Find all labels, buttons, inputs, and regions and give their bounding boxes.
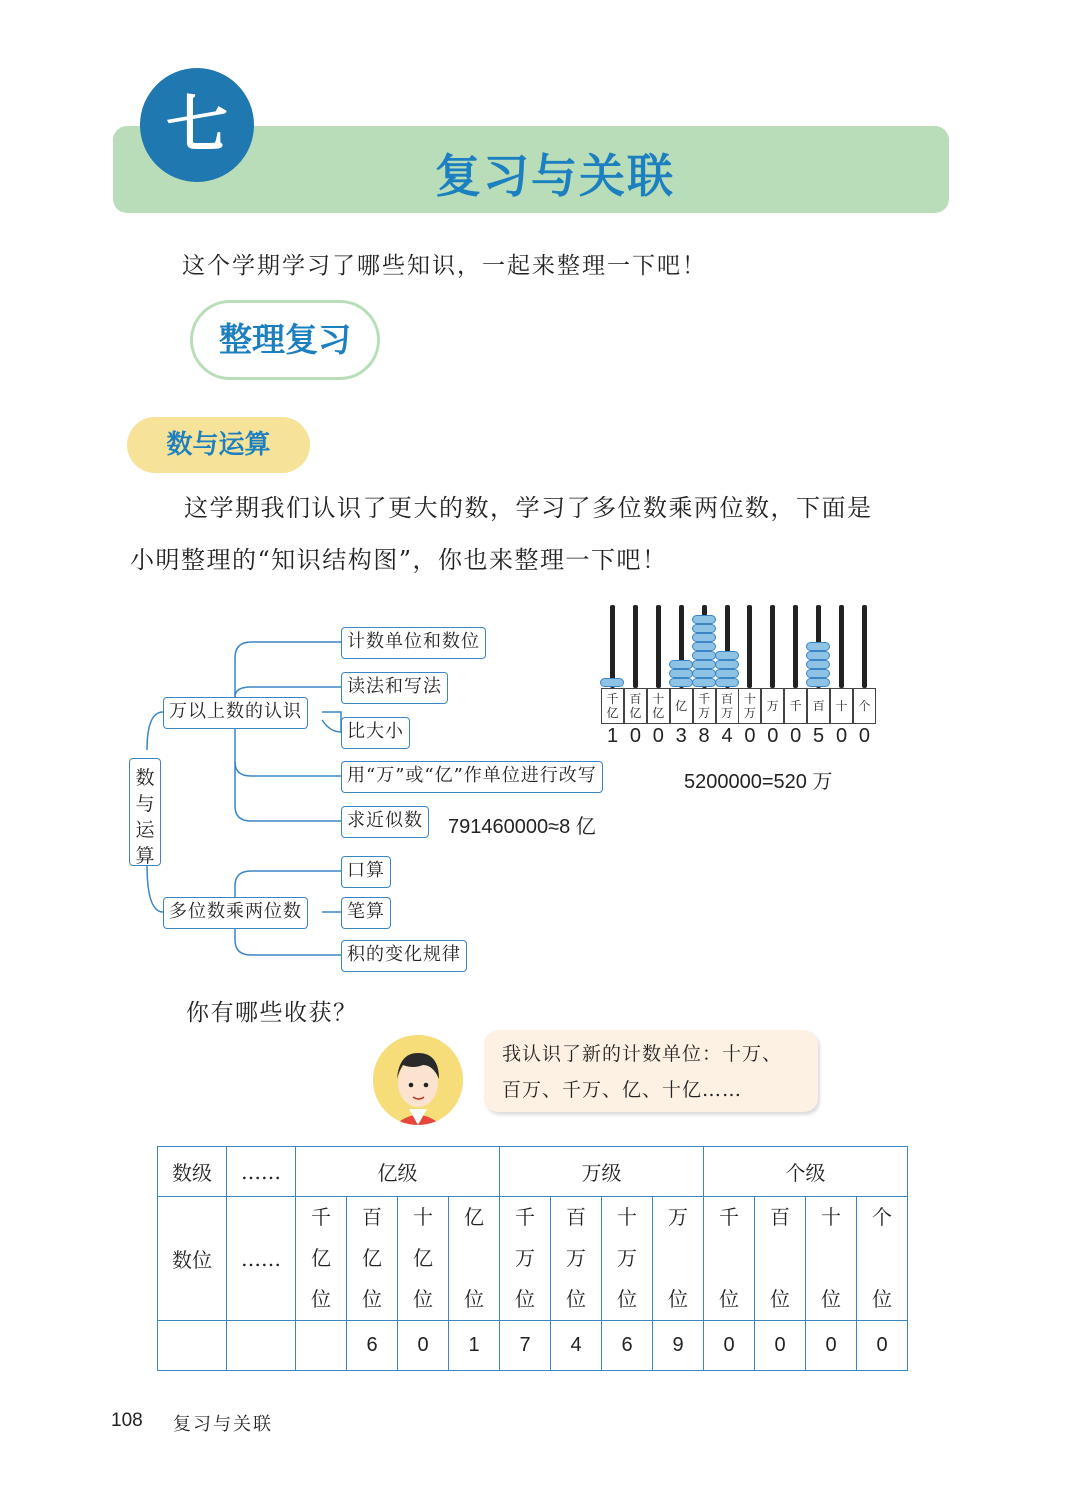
mindmap-item-product-rule: 积的变化规律 xyxy=(341,940,467,972)
abacus-bead xyxy=(806,678,830,687)
level-yi: 亿级 xyxy=(296,1147,500,1197)
chapter-number: 七 xyxy=(140,68,254,182)
position-char: 百 xyxy=(566,1205,586,1229)
paragraph-line-1: 这学期我们认识了更大的数，学习了多位数乘两位数，下面是 xyxy=(184,494,873,522)
level-wan: 万级 xyxy=(500,1147,704,1197)
position-char: 位 xyxy=(464,1287,484,1311)
abacus-bead xyxy=(715,660,739,669)
digit-cell: 4 xyxy=(551,1321,602,1371)
digit-cell: 0 xyxy=(857,1321,908,1371)
digit-cell: 0 xyxy=(704,1321,755,1371)
abacus-place-label: 千万 xyxy=(693,688,716,724)
abacus-place-label: 百亿 xyxy=(624,688,647,724)
position-cell xyxy=(500,1197,551,1321)
position-char: 亿 xyxy=(413,1246,433,1270)
position-char: 位 xyxy=(362,1287,382,1311)
abacus-digit: 0 xyxy=(652,725,664,747)
approx-example: 791460000≈8 亿 xyxy=(448,816,596,838)
position-char: 位 xyxy=(872,1287,892,1311)
abacus-digit: 5 xyxy=(813,725,825,747)
digit-cell: 6 xyxy=(602,1321,653,1371)
abacus-place-label: 百万 xyxy=(716,688,739,724)
position-char xyxy=(755,1238,805,1279)
abacus-rod xyxy=(610,605,615,688)
digit-cell: 6 xyxy=(347,1321,398,1371)
digit-cell: 9 xyxy=(653,1321,704,1371)
position-char: 位 xyxy=(821,1287,841,1311)
mindmap-item-compare: 比大小 xyxy=(341,717,410,749)
position-cell xyxy=(653,1197,704,1321)
student-avatar xyxy=(373,1035,463,1125)
abacus-place-label: 十万 xyxy=(738,688,761,724)
abacus-place-label: 亿 xyxy=(670,688,693,724)
digit-cell-empty xyxy=(158,1321,227,1371)
position-char: 位 xyxy=(413,1287,433,1311)
position-cell xyxy=(347,1197,398,1321)
position-char: 位 xyxy=(668,1287,688,1311)
abacus-digit: 0 xyxy=(629,725,641,747)
mindmap-branch-1: 万以上数的认识 xyxy=(163,697,308,729)
table-row-digits xyxy=(158,1321,908,1371)
mindmap-root xyxy=(129,758,161,866)
position-cell xyxy=(449,1197,500,1321)
abacus-digit: 0 xyxy=(790,725,802,747)
mindmap-branch-2: 多位数乘两位数 xyxy=(163,897,308,929)
abacus-bead xyxy=(669,678,693,687)
position-char: 百 xyxy=(362,1205,382,1229)
mindmap-item-counting-units: 计数单位和数位 xyxy=(341,627,486,659)
paragraph-line-2: 小明整理的“知识结构图”，你也来整理一下吧！ xyxy=(130,546,668,574)
position-char: 亿 xyxy=(311,1246,331,1270)
boy-face-icon xyxy=(373,1035,463,1125)
mindmap-item-approximate: 求近似数 xyxy=(341,806,429,838)
digit-cell xyxy=(296,1321,347,1371)
position-char xyxy=(857,1238,907,1279)
abacus-rod xyxy=(656,605,661,688)
position-ellipsis: …… xyxy=(227,1197,296,1321)
abacus-bead xyxy=(692,669,716,678)
position-char: 千 xyxy=(515,1205,535,1229)
speech-bubble xyxy=(484,1030,818,1112)
digit-cell: 7 xyxy=(500,1321,551,1371)
abacus-digit: 8 xyxy=(698,725,710,747)
position-cell xyxy=(398,1197,449,1321)
abacus-bead xyxy=(715,651,739,660)
abacus-place-label: 千亿 xyxy=(601,688,624,724)
digit-cell-empty xyxy=(227,1321,296,1371)
position-char xyxy=(449,1238,499,1279)
intro-text: 这个学期学习了哪些知识，一起来整理一下吧！ xyxy=(182,253,707,279)
abacus-digit: 1 xyxy=(606,725,619,747)
position-char: 十 xyxy=(413,1205,433,1229)
position-char: 十 xyxy=(617,1205,637,1229)
harvest-question: 你有哪些收获？ xyxy=(186,1000,358,1026)
position-cell xyxy=(857,1197,908,1321)
table-row-positions xyxy=(158,1197,908,1321)
row-label-position: 数位 xyxy=(158,1197,227,1321)
abacus-place-label: 千 xyxy=(784,688,807,724)
position-char: 亿 xyxy=(362,1246,382,1270)
abacus-bead xyxy=(715,669,739,678)
abacus-digit: 0 xyxy=(835,725,848,747)
abacus-digit: 4 xyxy=(721,725,733,747)
position-char: 个 xyxy=(872,1205,892,1229)
position-char: 位 xyxy=(617,1287,637,1311)
abacus-digit: 3 xyxy=(675,725,687,747)
topic-label: 数与运算 xyxy=(127,417,310,473)
mindmap-item-written: 笔算 xyxy=(341,897,391,929)
review-label: 整理复习 xyxy=(190,300,380,380)
position-cell xyxy=(755,1197,806,1321)
abacus-rod xyxy=(793,605,798,688)
position-char: 万 xyxy=(617,1246,637,1270)
position-char xyxy=(704,1238,754,1279)
rewrite-example: 5200000=520 万 xyxy=(684,771,833,793)
page-number: 108 xyxy=(111,1410,143,1431)
abacus-bead xyxy=(806,669,830,678)
mindmap-item-rewrite: 用“万”或“亿”作单位进行改写 xyxy=(341,761,603,793)
level-ge: 个级 xyxy=(704,1147,908,1197)
abacus-bead xyxy=(806,651,830,660)
position-char: 位 xyxy=(770,1287,790,1311)
position-char: 位 xyxy=(515,1287,535,1311)
position-char: 万 xyxy=(515,1246,535,1270)
abacus-rod xyxy=(770,605,775,688)
abacus-bead xyxy=(669,669,693,678)
mindmap-item-read-write: 读法和写法 xyxy=(341,672,448,704)
position-char: 万 xyxy=(668,1205,688,1229)
digit-cell: 1 xyxy=(449,1321,500,1371)
abacus-bead xyxy=(715,678,739,687)
abacus-place-label: 万 xyxy=(761,688,784,724)
abacus-bead xyxy=(692,624,716,633)
abacus-bead xyxy=(692,651,716,660)
abacus-place-label: 十 xyxy=(830,688,853,724)
digit-cell: 0 xyxy=(806,1321,857,1371)
digit-cell: 0 xyxy=(755,1321,806,1371)
position-char: 万 xyxy=(566,1246,586,1270)
mindmap-item-oral: 口算 xyxy=(341,856,391,888)
row-label-level: 数级 xyxy=(158,1147,227,1197)
abacus-bead xyxy=(600,678,624,687)
abacus-rod xyxy=(839,605,844,688)
abacus-bead xyxy=(692,633,716,642)
abacus-bead xyxy=(692,678,716,687)
abacus-place-label: 个 xyxy=(853,688,876,724)
position-char xyxy=(806,1238,856,1279)
position-char: 位 xyxy=(311,1287,331,1311)
abacus-rod xyxy=(862,605,867,688)
digit-cell: 0 xyxy=(398,1321,449,1371)
abacus-rod xyxy=(633,605,638,688)
footer-title: 复习与关联 xyxy=(173,1414,273,1435)
abacus-bead xyxy=(692,642,716,651)
position-char xyxy=(653,1238,703,1279)
chapter-title: 复习与关联 xyxy=(435,149,675,203)
speech-line-2: 百万、千万、亿、十亿…… xyxy=(502,1079,743,1101)
abacus-place-label: 十亿 xyxy=(647,688,670,724)
position-char: 百 xyxy=(770,1205,790,1229)
position-char: 千 xyxy=(719,1205,739,1229)
abacus-bead xyxy=(806,660,830,669)
abacus-digit: 0 xyxy=(858,725,870,747)
abacus-place-label: 百 xyxy=(807,688,830,724)
abacus-bead xyxy=(806,642,830,651)
abacus-bead xyxy=(692,660,716,669)
abacus-bead xyxy=(692,615,716,624)
position-cell xyxy=(806,1197,857,1321)
position-cell xyxy=(551,1197,602,1321)
level-ellipsis: …… xyxy=(227,1147,296,1197)
table-row-levels xyxy=(158,1147,908,1197)
abacus-bead xyxy=(669,660,693,669)
place-value-table xyxy=(157,1146,908,1371)
position-char: 亿 xyxy=(464,1205,484,1229)
position-char: 位 xyxy=(566,1287,586,1311)
position-cell xyxy=(602,1197,653,1321)
position-char: 千 xyxy=(311,1205,331,1229)
position-cell xyxy=(296,1197,347,1321)
mindmap-root-label: 数与运算 xyxy=(135,767,155,867)
speech-line-1: 我认识了新的计数单位：十万、 xyxy=(502,1043,783,1065)
position-char: 位 xyxy=(719,1287,739,1311)
position-char: 十 xyxy=(821,1205,841,1229)
abacus-digit: 0 xyxy=(767,725,779,747)
abacus-digit: 0 xyxy=(744,725,756,747)
position-cell xyxy=(704,1197,755,1321)
abacus-rod xyxy=(747,605,752,688)
